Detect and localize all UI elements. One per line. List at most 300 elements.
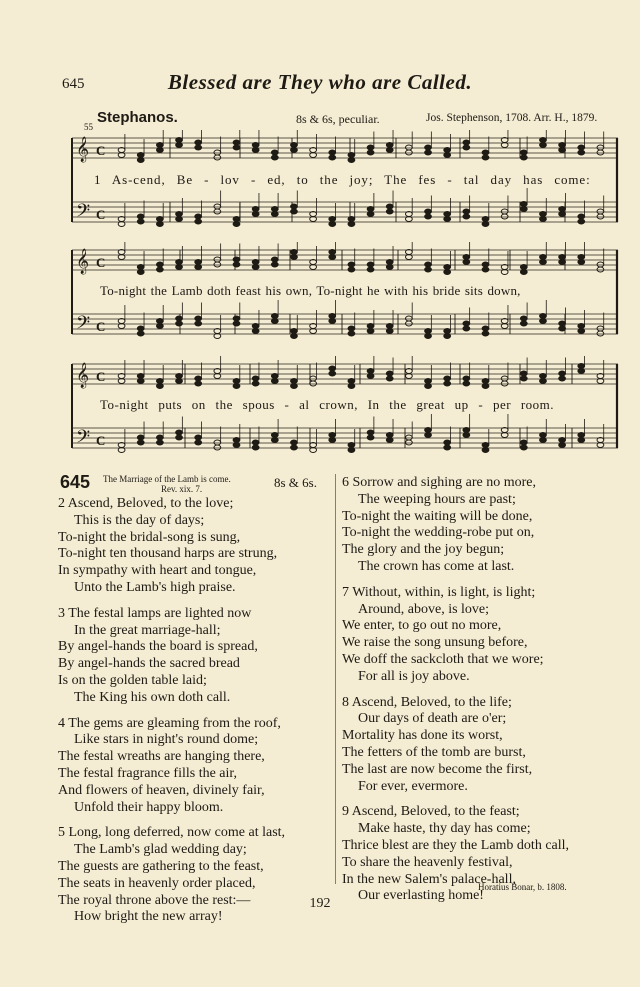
tune-meter: 8s & 6s, peculiar. — [296, 112, 380, 126]
note-icon — [252, 329, 259, 334]
note-icon — [214, 257, 221, 262]
note-icon — [597, 331, 604, 336]
note-icon — [520, 202, 527, 207]
note-icon — [501, 381, 508, 386]
stanza-line: Unto the Lamb's high praise. — [74, 579, 236, 595]
note-icon — [578, 438, 585, 443]
stanza-line: Unfold their happy bloom. — [74, 799, 224, 815]
note-icon — [482, 155, 489, 160]
note-icon — [520, 265, 527, 270]
note-icon — [348, 384, 355, 389]
stanza-line: This is the day of days; — [74, 512, 205, 528]
note-icon — [252, 212, 259, 217]
note-icon — [195, 435, 202, 440]
note-icon — [156, 262, 163, 267]
tune-small-number: 55 — [84, 122, 93, 132]
note-icon — [329, 250, 336, 255]
note-icon — [425, 334, 432, 339]
stanza-line: The Lamb's glad wedding day; — [74, 842, 247, 858]
note-icon — [482, 379, 489, 384]
note-icon — [233, 379, 240, 384]
music-lyric-line-2: To-night the Lamb doth feast his own, To-night he with his bride sits down, — [100, 283, 521, 298]
note-icon — [137, 219, 144, 224]
note-icon — [405, 145, 412, 150]
stanza-line: For ever, evermore. — [358, 778, 468, 794]
note-icon — [482, 222, 489, 227]
note-icon — [597, 262, 604, 267]
note-icon — [252, 265, 259, 270]
note-icon — [482, 262, 489, 267]
note-icon — [233, 384, 240, 389]
note-icon — [578, 369, 585, 374]
note-icon — [444, 445, 451, 450]
note-icon — [405, 321, 412, 326]
stanza-line: For all is joy above. — [358, 668, 470, 684]
hymn-subtitle-line-1: The Marriage of the Lamb is come. — [103, 474, 231, 484]
note-icon — [540, 138, 547, 143]
treble-clef-icon: 𝄞 — [76, 137, 90, 162]
note-icon — [233, 217, 240, 222]
stanza — [342, 695, 569, 796]
note-icon — [195, 376, 202, 381]
note-icon — [405, 150, 412, 155]
note-icon — [520, 155, 527, 160]
note-icon — [329, 371, 336, 376]
stanza-line: In sympathy with heart and tongue, — [58, 563, 257, 579]
note-icon — [271, 314, 278, 319]
stanza-line: We enter, to go out no more, — [342, 618, 502, 634]
note-icon — [367, 369, 374, 374]
note-icon — [386, 329, 393, 334]
note-icon — [252, 207, 259, 212]
note-icon — [540, 379, 547, 384]
note-icon — [156, 440, 163, 445]
note-icon — [348, 443, 355, 448]
note-icon — [444, 148, 451, 153]
note-icon — [156, 217, 163, 222]
note-icon — [329, 438, 336, 443]
note-icon — [520, 440, 527, 445]
note-icon — [501, 376, 508, 381]
stanza-line: The glory and the joy begun; — [342, 542, 505, 558]
note-icon — [482, 443, 489, 448]
note-icon — [386, 438, 393, 443]
time-signature-icon: C — [96, 143, 106, 158]
note-icon — [444, 329, 451, 334]
bass-clef-icon: 𝄢 — [76, 201, 91, 226]
note-icon — [176, 321, 183, 326]
note-icon — [195, 214, 202, 219]
note-icon — [348, 158, 355, 163]
stanza-line: The royal throne above the rest:— — [58, 892, 251, 908]
note-icon — [195, 219, 202, 224]
page-number: 192 — [309, 896, 331, 911]
note-icon — [252, 260, 259, 265]
note-icon — [271, 212, 278, 217]
note-icon — [463, 214, 470, 219]
note-icon — [597, 326, 604, 331]
stanza-line: To-night the wedding-robe put on, — [342, 525, 535, 541]
stanza-line: 4 The gems are gleaming from the roof, — [58, 715, 281, 731]
note-icon — [252, 381, 259, 386]
stanza-line: The last are now become the first, — [342, 761, 533, 777]
note-icon — [271, 257, 278, 262]
note-icon — [195, 145, 202, 150]
stanza-line: To share the heavenly festival, — [342, 854, 513, 870]
note-icon — [597, 214, 604, 219]
note-icon — [540, 260, 547, 265]
right-column — [342, 475, 569, 914]
note-icon — [463, 209, 470, 214]
note-icon — [214, 204, 221, 209]
note-icon — [444, 265, 451, 270]
stanza-line: The festal wreaths are hanging there, — [58, 749, 265, 765]
hymn-subtitle-line-2: Rev. xix. 7. — [161, 484, 203, 494]
time-signature-icon: C — [96, 255, 106, 270]
note-icon — [520, 270, 527, 275]
note-icon — [271, 433, 278, 438]
note-icon — [348, 448, 355, 453]
note-icon — [559, 443, 566, 448]
note-icon — [559, 260, 566, 265]
note-icon — [520, 376, 527, 381]
note-icon — [214, 445, 221, 450]
note-icon — [176, 430, 183, 435]
note-icon — [444, 381, 451, 386]
stanza — [58, 716, 285, 817]
note-icon — [501, 209, 508, 214]
note-icon — [367, 212, 374, 217]
stanza-line: Our everlasting home! — [358, 888, 484, 904]
stanza-line: Is on the golden table laid; — [58, 672, 207, 688]
note-icon — [559, 212, 566, 217]
note-icon — [291, 255, 298, 260]
note-icon — [329, 319, 336, 324]
note-icon — [386, 371, 393, 376]
note-icon — [540, 438, 547, 443]
note-icon — [386, 148, 393, 153]
note-icon — [482, 267, 489, 272]
note-icon — [271, 155, 278, 160]
stanza-line: Our days of death are o'er; — [358, 711, 507, 727]
note-icon — [195, 316, 202, 321]
note-icon — [367, 329, 374, 334]
header-hymn-number: 645 — [62, 76, 85, 92]
treble-clef-icon: 𝄞 — [76, 249, 90, 274]
note-icon — [271, 262, 278, 267]
note-icon — [444, 376, 451, 381]
treble-clef-icon: 𝄞 — [76, 363, 90, 388]
note-icon — [386, 209, 393, 214]
note-icon — [291, 440, 298, 445]
note-icon — [559, 143, 566, 148]
note-icon — [463, 428, 470, 433]
note-icon — [463, 145, 470, 150]
note-icon — [291, 329, 298, 334]
stanza-line: To-night ten thousand harps are strung, — [58, 546, 278, 562]
stanza-line: Mortality has done its worst, — [342, 728, 503, 744]
note-icon — [463, 326, 470, 331]
note-icon — [444, 334, 451, 339]
note-icon — [137, 374, 144, 379]
note-icon — [348, 222, 355, 227]
note-icon — [176, 260, 183, 265]
note-icon — [233, 438, 240, 443]
note-icon — [578, 364, 585, 369]
note-icon — [176, 265, 183, 270]
note-icon — [597, 150, 604, 155]
note-icon — [252, 376, 259, 381]
music-lyric-line-3: To-night puts on the spous - al crown, In the great up - per room. — [100, 397, 555, 412]
note-icon — [233, 321, 240, 326]
note-icon — [520, 371, 527, 376]
stanza-line: The fetters of the tomb are burst, — [342, 744, 526, 760]
note-icon — [271, 319, 278, 324]
note-icon — [386, 433, 393, 438]
note-icon — [156, 319, 163, 324]
hymn-meter: 8s & 6s. — [274, 475, 317, 490]
note-icon — [233, 140, 240, 145]
stanza-line: We doff the sackcloth that we wore; — [342, 651, 544, 667]
note-icon — [348, 331, 355, 336]
note-icon — [214, 440, 221, 445]
note-icon — [291, 445, 298, 450]
note-icon — [348, 326, 355, 331]
note-icon — [329, 314, 336, 319]
tune-composer: Jos. Stephenson, 1708. Arr. H., 1879. — [426, 112, 598, 124]
note-icon — [540, 255, 547, 260]
stanza-line: To-night the bridal-song is sung, — [58, 529, 241, 545]
note-icon — [214, 262, 221, 267]
note-icon — [329, 222, 336, 227]
note-icon — [367, 262, 374, 267]
note-icon — [329, 366, 336, 371]
stanza-line: Like stars in night's round dome; — [74, 732, 259, 748]
stanza-line: 7 Without, within, is light, is light; — [342, 584, 536, 600]
note-icon — [501, 214, 508, 219]
note-icon — [463, 140, 470, 145]
note-icon — [540, 143, 547, 148]
note-icon — [233, 222, 240, 227]
note-icon — [233, 443, 240, 448]
note-icon — [425, 214, 432, 219]
note-icon — [271, 207, 278, 212]
time-signature-icon: C — [96, 369, 106, 384]
stanza — [58, 496, 285, 597]
note-icon — [425, 209, 432, 214]
bass-clef-icon: 𝄢 — [76, 313, 91, 338]
time-signature-icon: C — [96, 207, 106, 222]
note-icon — [540, 217, 547, 222]
note-icon — [425, 329, 432, 334]
note-icon — [156, 143, 163, 148]
stanza-line: And flowers of heaven, divinely fair, — [58, 782, 265, 798]
note-icon — [578, 329, 585, 334]
note-icon — [444, 212, 451, 217]
stanza-line: The seats in heavenly order placed, — [58, 875, 256, 891]
note-icon — [540, 314, 547, 319]
note-icon — [482, 331, 489, 336]
note-icon — [425, 428, 432, 433]
time-signature-icon: C — [96, 319, 106, 334]
note-icon — [425, 150, 432, 155]
stanza-line: 6 Sorrow and sighing are no more, — [342, 475, 537, 490]
note-icon — [252, 440, 259, 445]
note-icon — [329, 217, 336, 222]
note-icon — [559, 326, 566, 331]
page-title: Blessed are They who are Called. — [167, 70, 473, 94]
note-icon — [367, 207, 374, 212]
stanza — [58, 606, 285, 707]
note-icon — [405, 435, 412, 440]
note-icon — [386, 265, 393, 270]
note-icon — [252, 143, 259, 148]
note-icon — [176, 212, 183, 217]
stanza-line: How bright the new array! — [74, 909, 223, 925]
note-icon — [252, 148, 259, 153]
note-icon — [578, 260, 585, 265]
note-icon — [310, 376, 317, 381]
note-icon — [329, 155, 336, 160]
note-icon — [520, 316, 527, 321]
note-icon — [559, 376, 566, 381]
note-icon — [310, 381, 317, 386]
note-icon — [156, 324, 163, 329]
time-signature-icon: C — [96, 433, 106, 448]
note-icon — [329, 150, 336, 155]
stanza — [342, 475, 569, 576]
author-credit: Horatius Bonar, b. 1808. — [478, 882, 567, 892]
note-icon — [348, 153, 355, 158]
note-icon — [559, 148, 566, 153]
stanza-line: To-night the waiting will be done, — [342, 508, 533, 524]
note-icon — [137, 379, 144, 384]
note-icon — [137, 270, 144, 275]
note-icon — [137, 214, 144, 219]
stanza-line: By angel-hands the sacred bread — [58, 656, 240, 672]
note-icon — [559, 207, 566, 212]
note-icon — [156, 267, 163, 272]
note-icon — [367, 150, 374, 155]
note-icon — [597, 145, 604, 150]
stanza-line: The festal fragrance fills the air, — [58, 765, 238, 781]
note-icon — [176, 316, 183, 321]
note-icon — [156, 379, 163, 384]
note-icon — [233, 316, 240, 321]
note-icon — [367, 267, 374, 272]
stanza-line: Around, above, is love; — [358, 601, 490, 617]
note-icon — [348, 267, 355, 272]
note-icon — [540, 433, 547, 438]
stanza-line: The weeping hours are past; — [358, 491, 516, 507]
note-icon — [578, 214, 585, 219]
note-icon — [156, 384, 163, 389]
stanza-line: In the great marriage-hall; — [74, 622, 221, 638]
stanza-line: 8 Ascend, Beloved, to the life; — [342, 694, 512, 710]
note-icon — [137, 326, 144, 331]
note-icon — [214, 155, 221, 160]
note-icon — [444, 440, 451, 445]
note-icon — [252, 445, 259, 450]
note-icon — [367, 430, 374, 435]
note-icon — [386, 324, 393, 329]
note-icon — [233, 145, 240, 150]
note-icon — [271, 438, 278, 443]
left-column — [58, 496, 285, 935]
note-icon — [176, 143, 183, 148]
note-icon — [291, 384, 298, 389]
note-icon — [463, 255, 470, 260]
note-icon — [271, 379, 278, 384]
note-icon — [463, 433, 470, 438]
note-icon — [137, 440, 144, 445]
note-icon — [195, 440, 202, 445]
note-icon — [540, 212, 547, 217]
note-icon — [425, 384, 432, 389]
note-icon — [195, 260, 202, 265]
stanza-line: Thrice blest are they the Lamb doth call, — [342, 837, 570, 853]
hymn-subtitle — [103, 474, 231, 494]
note-icon — [367, 374, 374, 379]
note-icon — [367, 324, 374, 329]
note-icon — [482, 384, 489, 389]
note-icon — [137, 153, 144, 158]
note-icon — [405, 316, 412, 321]
note-icon — [578, 145, 585, 150]
note-icon — [195, 265, 202, 270]
note-icon — [176, 217, 183, 222]
column-divider — [335, 474, 336, 884]
note-icon — [425, 262, 432, 267]
stanza-line: 3 The festal lamps are lighted now — [58, 605, 252, 621]
music-lyric-line-1: 1 As-cend, Be - lov - ed, to the joy; The fes - tal day has come: — [94, 172, 591, 187]
note-icon — [329, 255, 336, 260]
stanza-line: In the new Salem's palace-hall, — [342, 871, 516, 887]
note-icon — [214, 150, 221, 155]
note-icon — [578, 219, 585, 224]
note-icon — [176, 374, 183, 379]
note-icon — [520, 445, 527, 450]
note-icon — [195, 321, 202, 326]
stanza-line: 9 Ascend, Beloved, to the feast; — [342, 804, 520, 820]
stanza-line: The guests are gathering to the feast, — [58, 858, 264, 874]
note-icon — [520, 207, 527, 212]
note-icon — [176, 379, 183, 384]
note-icon — [214, 209, 221, 214]
note-icon — [578, 324, 585, 329]
stanza-line: The crown has come at last. — [358, 558, 515, 574]
note-icon — [176, 138, 183, 143]
note-icon — [578, 150, 585, 155]
note-icon — [195, 140, 202, 145]
note-icon — [463, 321, 470, 326]
stanza-line: By angel-hands the board is spread, — [58, 639, 258, 655]
stanza-line: 2 Ascend, Beloved, to the love; — [58, 496, 234, 511]
note-icon — [578, 433, 585, 438]
note-icon — [559, 371, 566, 376]
note-icon — [137, 331, 144, 336]
note-icon — [578, 255, 585, 260]
note-icon — [425, 145, 432, 150]
note-icon — [540, 374, 547, 379]
note-icon — [405, 440, 412, 445]
note-icon — [386, 204, 393, 209]
note-icon — [195, 381, 202, 386]
note-icon — [386, 143, 393, 148]
stanza-line: Make haste, thy day has come; — [358, 821, 531, 837]
note-icon — [271, 374, 278, 379]
note-icon — [482, 217, 489, 222]
